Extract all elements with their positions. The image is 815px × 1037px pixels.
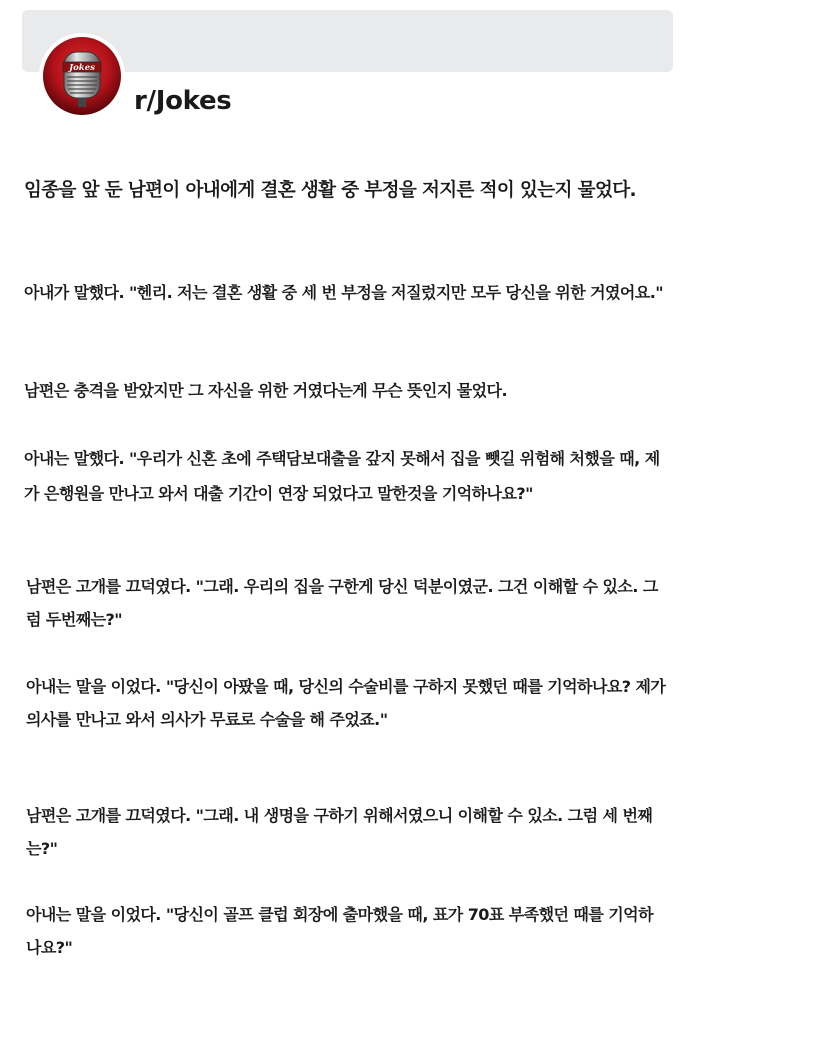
post-paragraph: 남편은 충격을 받았지만 그 자신을 위한 거였다는게 무슨 뜻인지 물었다. bbox=[24, 381, 507, 400]
subreddit-avatar[interactable] bbox=[39, 33, 125, 119]
post-paragraph: 아내는 말을 이었다. "당신이 아팠을 때, 당신의 수술비를 구하지 못했던 때를 기억하나요? 제가 의사를 만나고 와서 의사가 무료로 수술을 해 주었죠." bbox=[26, 677, 666, 729]
microphone-icon bbox=[43, 37, 121, 115]
post-paragraph: 아내가 말했다. "헨리. 저는 결혼 생활 중 세 번 부정을 저질렀지만 모두 당신을 위한 거였어요." bbox=[24, 283, 664, 302]
post-paragraph: 남편은 고개를 끄덕였다. "그래. 우리의 집을 구한게 당신 덕분이였군. 그건 이해할 수 있소. 그럼 두번째는?" bbox=[26, 577, 658, 629]
avatar-logo-text: Jokes bbox=[69, 63, 95, 73]
post-paragraph: 아내는 말을 이었다. "당신이 골프 클럽 회장에 출마했을 때, 표가 70표 부족했던 때를 기억하나요?" bbox=[26, 905, 653, 957]
post-paragraph: 아내는 말했다. "우리가 신혼 초에 주택담보대출을 갚지 못해서 집을 뺏길 위험해 처했을 때, 제가 은행원을 만나고 와서 대출 기간이 연장 되었다고 말한것을 기억하나요?" bbox=[24, 449, 660, 503]
subreddit-name[interactable]: r/Jokes bbox=[134, 86, 232, 116]
post-title: 임종을 앞 둔 남편이 아내에게 결혼 생활 중 부정을 저지른 적이 있는지 물었다. bbox=[24, 180, 636, 201]
post-paragraph: 남편은 고개를 끄덕였다. "그래. 내 생명을 구하기 위해서였으니 이해할 수 있소. 그럼 세 번째는?" bbox=[26, 806, 653, 858]
